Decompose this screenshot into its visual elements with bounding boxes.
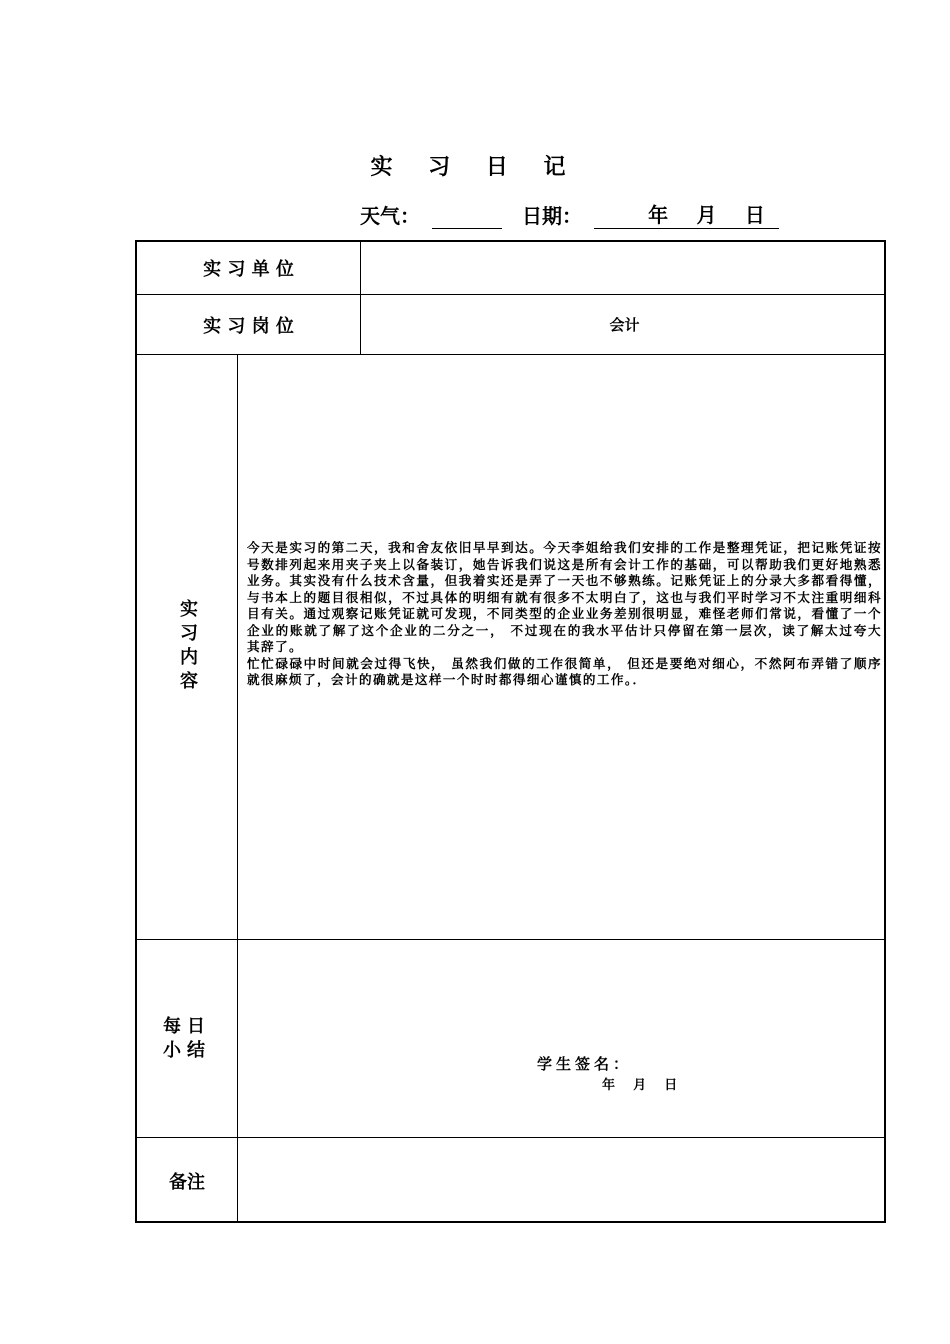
row-summary bbox=[137, 940, 884, 1138]
post-value[interactable]: 会计 bbox=[609, 316, 640, 334]
content-paragraph: 忙忙碌碌中时间就会过得飞快， 虽然我们做的工作很简单， 但还是要绝对细心，不然阿布弄错了顺序就很麻烦了，会计的确就是这样一个时时都得细心谨慎的工作。． bbox=[247, 655, 882, 687]
weather-field[interactable] bbox=[432, 204, 502, 229]
weather-label: 天气： bbox=[360, 204, 420, 228]
signature-label: 学生签名： bbox=[537, 1055, 633, 1073]
row-post bbox=[137, 295, 884, 355]
row-content bbox=[137, 355, 884, 940]
diary-table bbox=[135, 240, 886, 1223]
summary-label-cell bbox=[137, 940, 238, 1137]
row-unit bbox=[137, 242, 884, 295]
content-label: 实习内容 bbox=[177, 599, 198, 695]
remarks-value[interactable] bbox=[238, 1138, 888, 1223]
page-title: 实 习 日 记 bbox=[370, 155, 580, 180]
unit-value[interactable] bbox=[361, 242, 888, 294]
date-field[interactable] bbox=[594, 205, 779, 229]
row-remarks bbox=[137, 1138, 884, 1223]
content-label-cell bbox=[137, 355, 238, 939]
year-label: 年 bbox=[648, 203, 669, 227]
summary-label: 每日小结 bbox=[163, 1015, 211, 1061]
day-label: 日 bbox=[744, 203, 765, 227]
weather-date-line bbox=[360, 200, 779, 229]
post-label: 实 习 岗 位 bbox=[137, 295, 361, 354]
content-body[interactable] bbox=[247, 540, 882, 689]
remarks-label: 备注 bbox=[137, 1138, 238, 1223]
signature-date: 年 月 日 bbox=[602, 1078, 678, 1093]
month-label: 月 bbox=[696, 203, 717, 227]
date-label: 日期： bbox=[522, 204, 582, 228]
unit-label: 实 习 单 位 bbox=[137, 242, 361, 294]
content-paragraph: 今天是实习的第二天，我和舍友依旧早早到达。今天李姐给我们安排的工作是整理凭证，把记账凭证按号数排列起来用夹子夹上以备装订，她告诉我们说这是所有会计工作的基础，可以帮助我们更好地熟悉业务。其实没有什么技术含量，但我着实还是弄了一天也不够熟练。记账凭证上的分录大多都看得懂，与书本上的题目很相似，不过具体的明细有就有很多不太明白了，这也与我们平时学习不太注重明细科目有关。通过观察记账凭证就可发现，不同类型的企业业务差别很明显，难怪老师们常说，看懂了一个企业的账就了解了这个企业的二分之一， 不过现在的我水平估计只停留在第一层次，读了解太过夸大其辞了。 bbox=[247, 540, 882, 654]
